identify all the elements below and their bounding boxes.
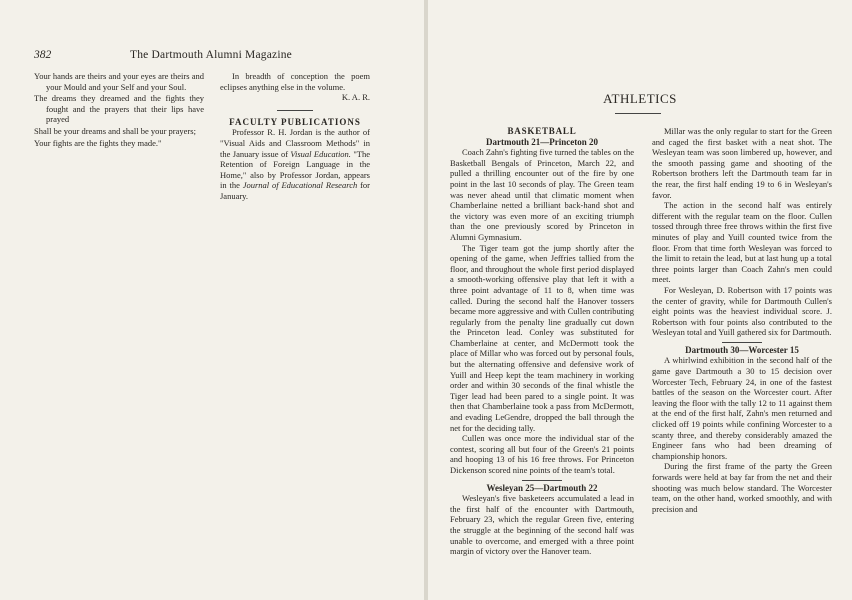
poem-line: Shall be your dreams and shall be your prayers; (34, 125, 196, 136)
page-number: 382 (34, 49, 52, 61)
magazine-title: The Dartmouth Alumni Magazine (130, 49, 292, 61)
article-paragraph: For Wesleyan, D. Robertson with 17 points was the center of gravity, while for Dartmouth Cullen's eight points was the heaviest individual score. J. Robertson with four points also contributed to the Wesleyan total and Yuill gathered six for Dartmouth. (652, 284, 832, 338)
divider (722, 342, 762, 343)
article-paragraph: The action in the second half was entirely different with the regular team on the floor. Cullen tossed through three free throws within the first five minutes of play and Yuill counted twice from the floor. From that time forth Wesleyan was forced to the limit to retain the lead, but at last hung up a total three points larger than Coach Zahn's men could meet. (652, 200, 832, 285)
game-heading: Wesleyan 25—Dartmouth 22 (486, 482, 598, 493)
poem-column (34, 71, 204, 149)
section-title: ATHLETICS (603, 91, 677, 106)
left-page (0, 0, 424, 600)
game-heading: Dartmouth 30—Worcester 15 (685, 344, 799, 355)
article-column-1 (450, 126, 634, 557)
divider (277, 110, 313, 111)
article-paragraph: During the first frame of the party the Green forwards were held at bay far from the net and their shooting was much below standard. The Worcester team, on the other hand, worked smoothly, and with precision and (652, 461, 832, 514)
right-page (428, 0, 852, 600)
faculty-publications-text: Professor R. H. Jordan is the author of "Visual Aids and Classroom Methods" in the January issue of Visual Education. "The Retention of Foreign Language in the Home," also by Professor Jordan, appears in the Journal of Educational Research for January. (220, 127, 370, 201)
game-heading: Dartmouth 21—Princeton 20 (486, 136, 598, 147)
signature: K. A. R. (341, 92, 370, 103)
commentary-column (220, 71, 370, 202)
poem-line: Your hands are theirs and your eyes are theirs and your Mould and your Self and your Soul. (34, 71, 204, 92)
article-column-2 (652, 126, 832, 514)
article-paragraph: Wesleyan's five basketeers accumulated a lead in the first half of the encounter with Dartmouth, February 23, which the regular Green five, entering the struggle at the beginning of the second half was unable to overcome, and emerged with a three point margin of victory over the Hanover team. (450, 493, 634, 557)
basketball-heading: BASKETBALL (507, 126, 577, 136)
article-paragraph: A whirlwind exhibition in the second half of the game gave Dartmouth a 30 to 15 decision over Worcester Tech, February 24, in one of the fastest battles of the season on the Worcester court. After leaving the floor with the tally 12 to 11 against them at the end of the first half, Zahn's men returned and clicked off 19 points while confining Worcester to a scanty three, and thereby considerably amazed the Engineer fans who had been dreaming of championship honors. (652, 355, 832, 461)
poem-line: The dreams they dreamed and the fights they fought and the prayers that their lips have prayed (34, 93, 204, 125)
divider (615, 113, 661, 114)
divider (522, 480, 562, 481)
faculty-publications-heading: FACULTY PUBLICATIONS (229, 116, 361, 127)
commentary-text: In breadth of conception the poem eclipses anything else in the volume. (220, 71, 370, 92)
poem-line: Your fights are the fights they made." (34, 137, 162, 148)
article-paragraph: Millar was the only regular to start for the Green and caged the first basket with a neat shot. The Wesleyan team was soon limbered up, however, and the smooth passing game and shooting of the Robertson brothers left the Dartmouth team far in the rear, the first half ending 19 to 6 in Wesleyan's favor. (652, 126, 832, 200)
article-paragraph: Coach Zahn's fighting five turned the tables on the Basketball Bengals of Princeton, March 22, and pulled a thrilling encounter out of the fire by one point in the last 10 seconds of play. The Green team was never ahead until that climatic moment when Chamberlaine netted a brilliant back-hand shot and the victory was even more of an exciting triumph than the one previously scored by Princeton in Alumni Gymnasium. (450, 147, 634, 242)
article-paragraph: Cullen was once more the individual star of the contest, scoring all but four of the Green's 21 points and hooping 13 of his 16 free throws. For Princeton Dickenson scored nine points of the team's total. (450, 433, 634, 475)
article-paragraph: The Tiger team got the jump shortly after the opening of the game, when Jeffries tallied from the floor, and throughout the whole first period displayed a smooth-working offensive play that left it with a three point advantage of 11 to 8, when time was called. During the second half the Hanover tossers became more aggressive and with Cullen contributing regularly from the penalty line gradually cut down the Princeton lead. Conley was substituted for Chamberlaine at center, and McDermott took the place of Millar who was forced out by personal fouls, but the alternating offensive and defensive work of Yuill and Heep kept the team machinery in working order and within 30 seconds of the final whistle the Tiger lead had been pared to a single point. It was then that Chamberlaine took a pass from McDermott, and evading LeGendre, dropped the ball through the net for the deciding tally. (450, 242, 634, 433)
